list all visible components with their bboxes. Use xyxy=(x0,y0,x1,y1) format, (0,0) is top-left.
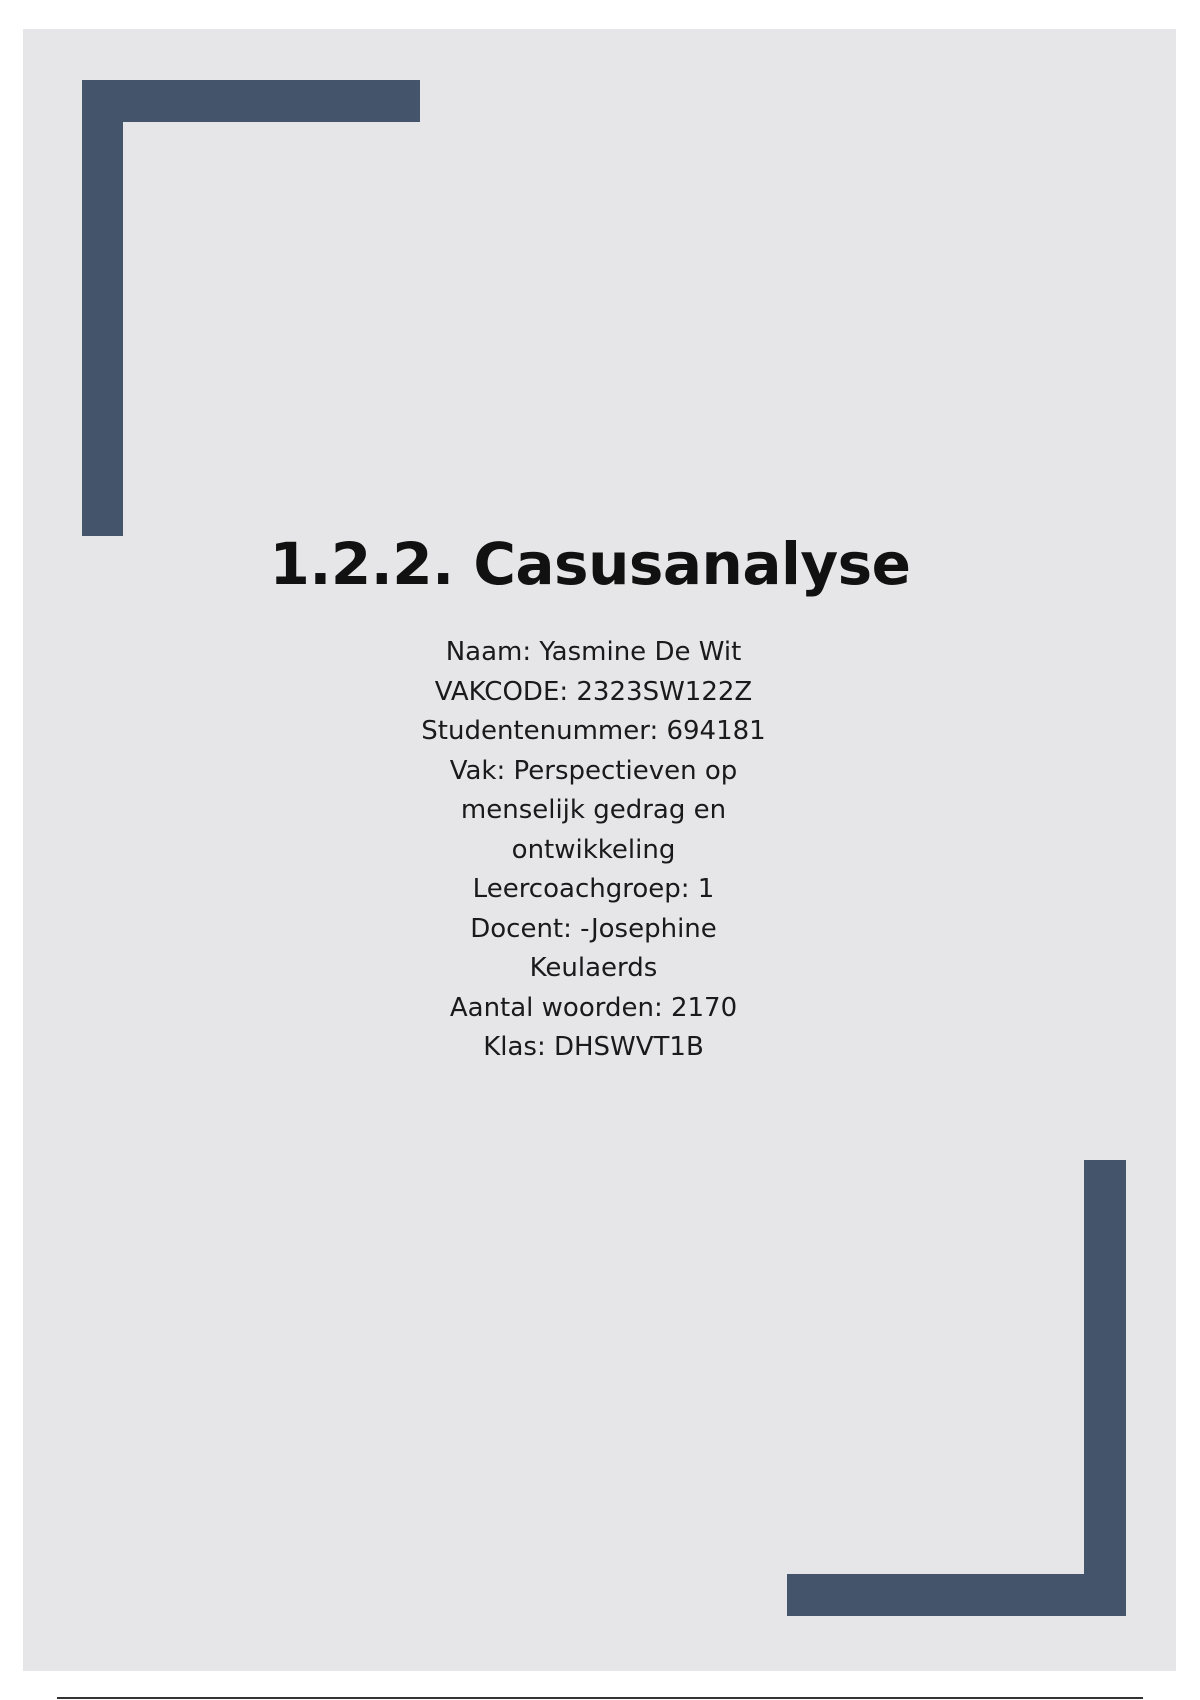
word-count: Aantal woorden: 2170 xyxy=(449,992,738,1023)
corner-bracket-bottom-right-vertical xyxy=(1084,1160,1126,1616)
teacher: Docent: -Josephine Keulaerds xyxy=(470,913,717,983)
footer-rule xyxy=(57,1697,1143,1699)
corner-bracket-bottom-right-horizontal xyxy=(787,1574,1126,1616)
course-code: VAKCODE: 2323SW122Z xyxy=(434,676,753,707)
coach-group: Leercoachgroep: 1 xyxy=(472,874,715,904)
student-name: Naam: Yasmine De Wit xyxy=(445,637,742,667)
corner-bracket-top-left-vertical xyxy=(82,80,123,536)
class-code: Klas: DHSWVT1B xyxy=(483,1032,704,1062)
document-title: 1.2.2. Casusanalyse xyxy=(269,530,911,598)
corner-bracket-top-left-horizontal xyxy=(82,80,420,122)
course-subject: Vak: Perspectieven op menselijk gedrag en ontwikkeling xyxy=(449,755,738,865)
student-number: Studentenummer: 694181 xyxy=(421,716,766,746)
student-info-block xyxy=(350,633,837,1068)
